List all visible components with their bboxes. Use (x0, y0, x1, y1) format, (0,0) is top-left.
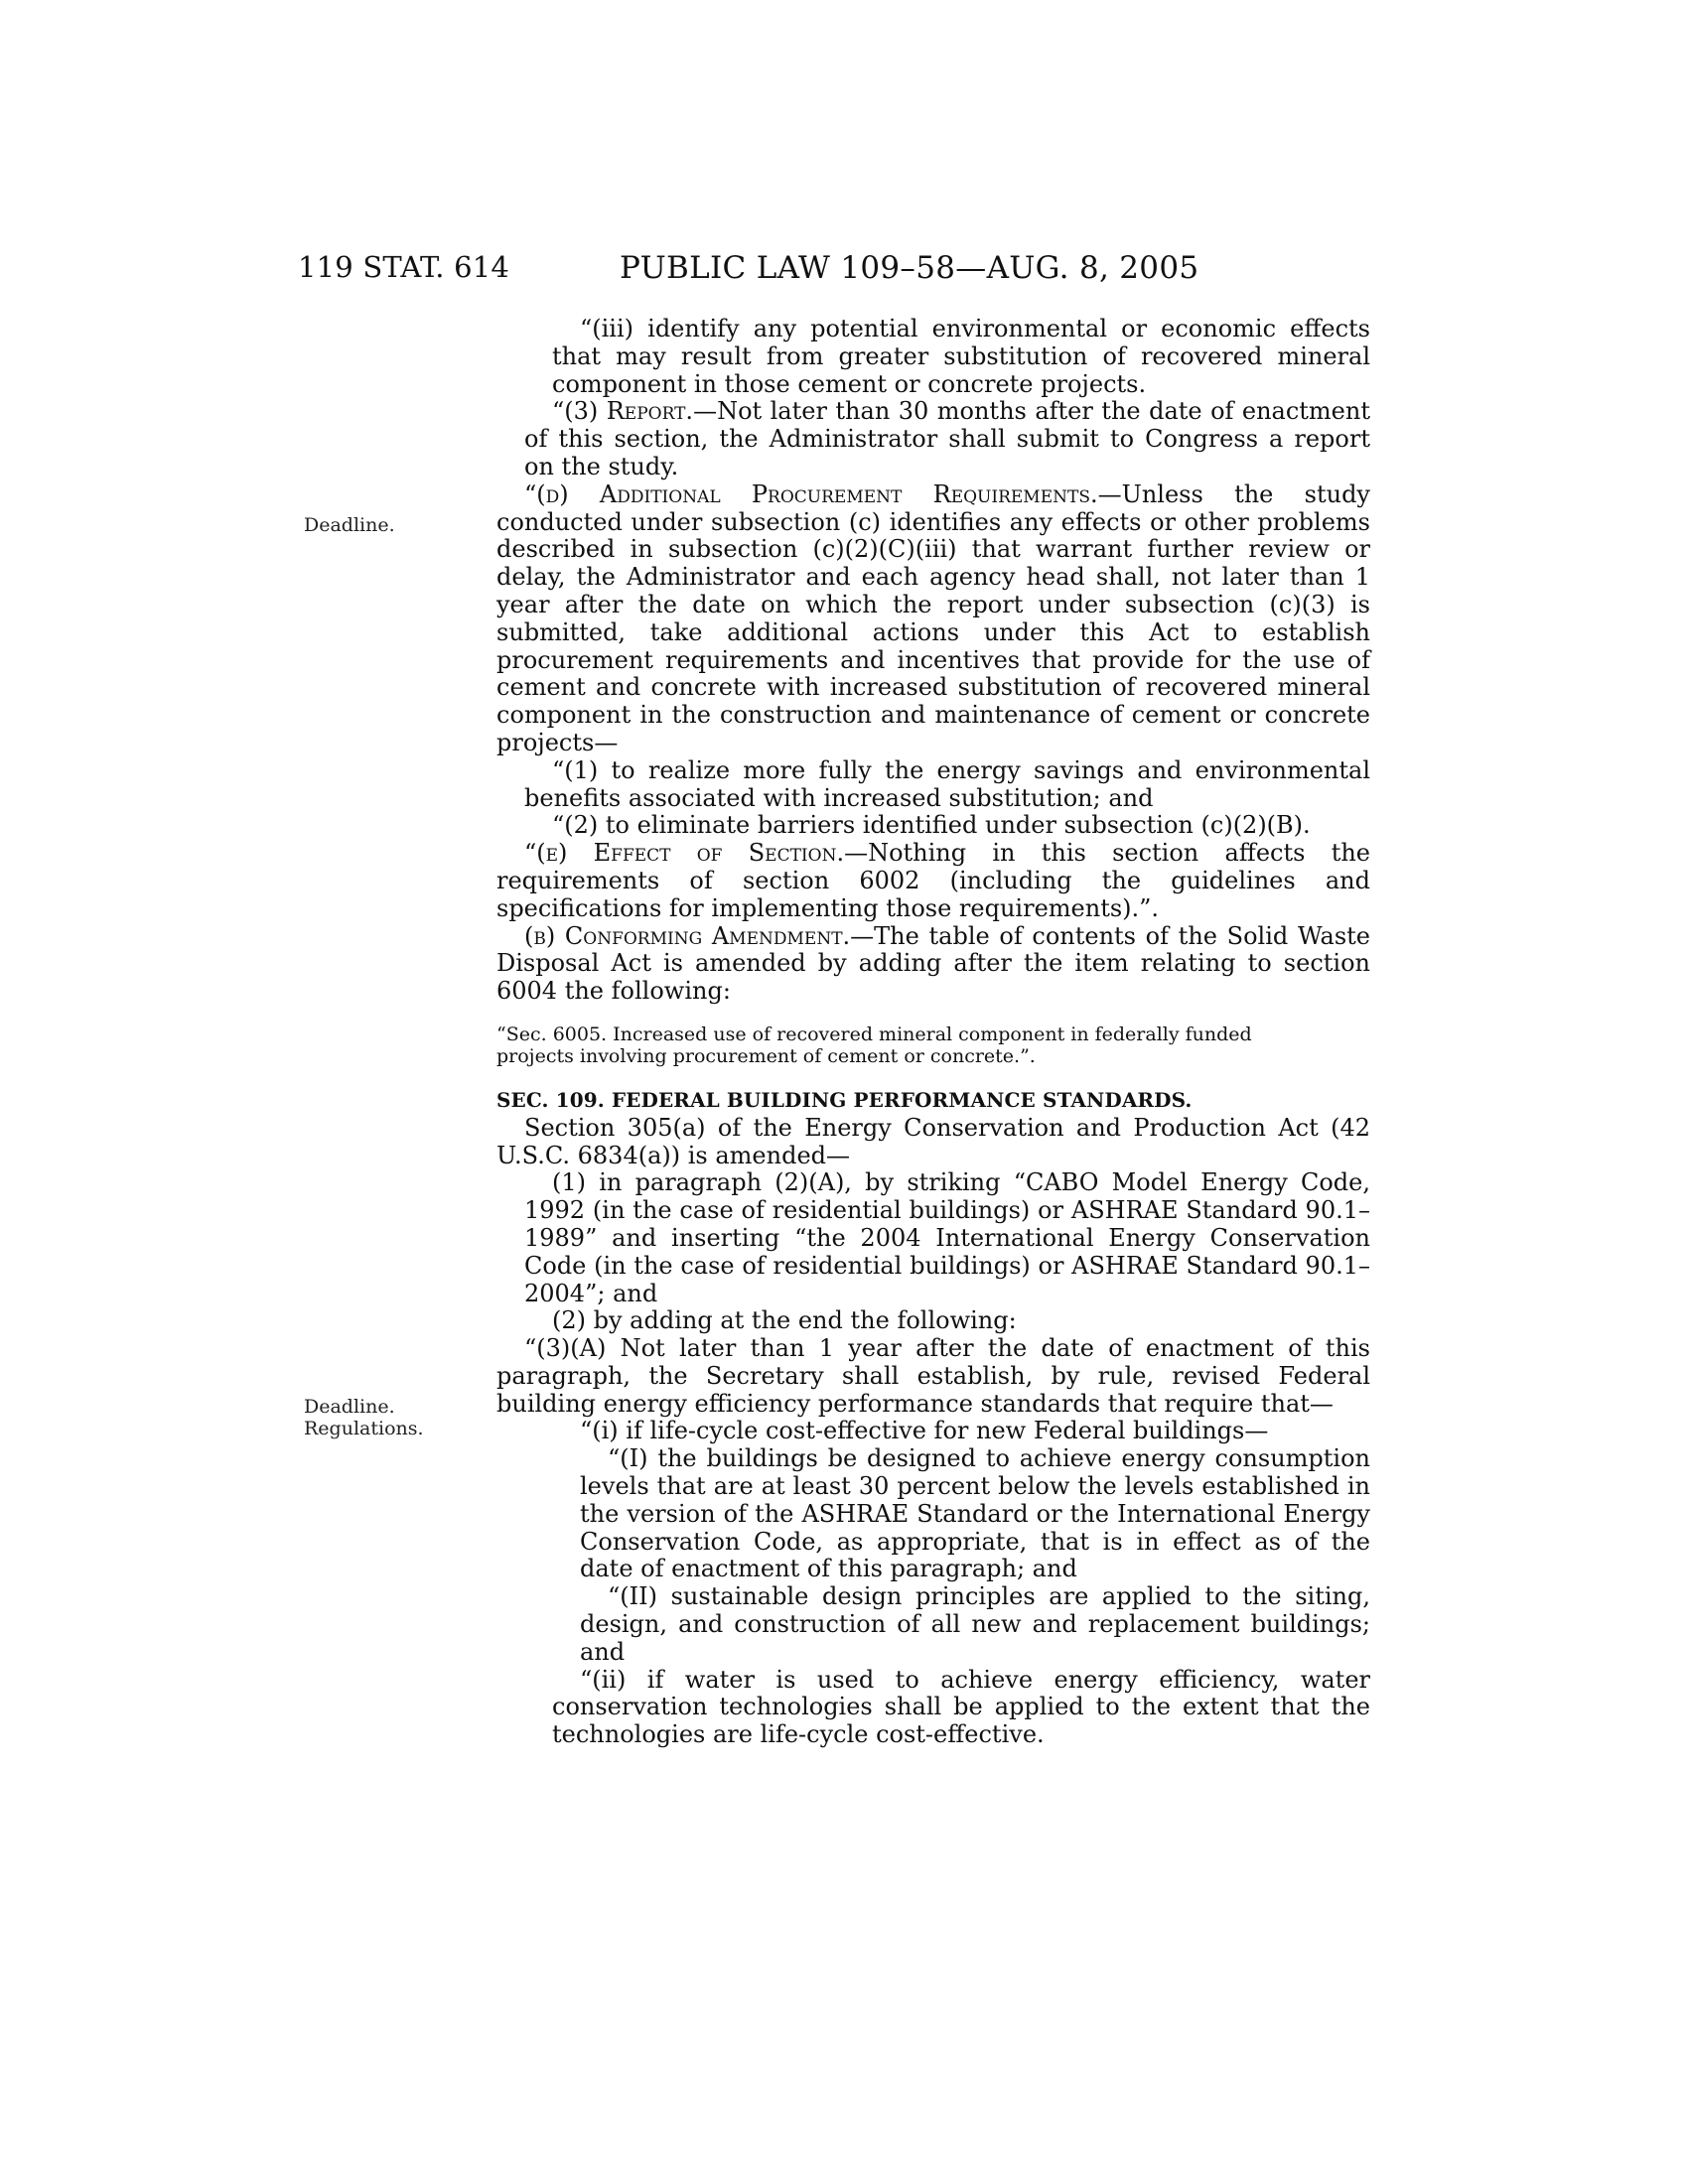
heading-effect-of-section: “(e) Effect of Section. (524, 839, 845, 868)
heading-additional-procurement: “(d) Additional Procurement Requirements. (524, 479, 1098, 508)
paragraph-3-report (496, 398, 1370, 480)
subclause-II: “(II) sustainable design principles are applied to the siting, design, and construction of all new and replacement buildings; and (580, 1582, 1370, 1666)
statute-page-number: 119 STAT. 614 (298, 250, 510, 284)
margin-note-text: Deadline. (304, 1396, 395, 1418)
clause-iii: “(iii) identify any potential environmental or economic effects that may result from greater substitution of recovered mineral component in those cement or concrete projects. (552, 315, 1370, 398)
subclause-I: “(I) the buildings be designed to achieve energy consumption levels that are at least 30 percent below the levels established in the version of the ASHRAE Standard or the International Energy Conservation Code, as appropriate, that is in effect as of the date of enactment of this paragraph; and (580, 1444, 1370, 1583)
paragraph-d-2: “(2) to eliminate barriers identified under subsection (c)(2)(B). (552, 811, 1311, 840)
section-intro: Section 305(a) of the Energy Conservation and Production Act (42 U.S.C. 6834(a)) is amended— (496, 1113, 1370, 1169)
heading-report: “(3) Report. (552, 397, 694, 426)
subsection-b-conforming (496, 923, 1370, 1006)
running-header: PUBLIC LAW 109–58—AUG. 8, 2005 (620, 250, 1199, 286)
clause-ii: “(ii) if water is used to achieve energy efficiency, water conservation technologies shall be applied to the extent that the technologies are life-cycle cost-effective. (552, 1665, 1370, 1749)
toc-entry (496, 1024, 1370, 1067)
heading-conforming-amendment: (b) Conforming Amendment. (524, 921, 851, 950)
toc-line: “Sec. 6005. Increased use of recovered mineral component in federally funded (496, 1023, 1252, 1045)
section-heading: SEC. 109. FEDERAL BUILDING PERFORMANCE STANDARDS. (496, 1087, 1193, 1112)
margin-note-text: Regulations. (304, 1418, 424, 1439)
subsection-e (496, 840, 1370, 922)
margin-note-deadline (304, 514, 473, 536)
paragraph-text: —Nothing in this section affects the requirements of section 6002 (including the guidelines and specifications for implementing those requirements).”. (496, 839, 1370, 922)
paragraph-text: —Unless the study conducted under subsection (c) identifies any effects or other problems described in subsection (c)(2)(C)(iii) that warrant further review or delay, the Administrator and each agency head shall, not later than 1 year after the date on which the report under subsection (c)(3) is submitted, take additional actions under this Act to establish procurement requirements and incentives that provide for the use of cement and concrete with increased substitution of recovered mineral component in the construction and maintenance of cement or concrete projects— (496, 479, 1370, 756)
paragraph-d-1: “(1) to realize more fully the energy savings and environmental benefits associated with increased substitution; and (524, 755, 1370, 812)
amendment-2: (2) by adding at the end the following: (552, 1306, 1017, 1335)
paragraph-3-A: “(3)(A) Not later than 1 year after the date of enactment of this paragraph, the Secretary shall establish, by rule, revised Federal building energy efficiency performance standards that require that— (496, 1334, 1370, 1418)
toc-line: projects involving procurement of cement or concrete.”. (496, 1044, 1036, 1067)
body-text (496, 316, 1370, 1749)
subsection-d (496, 481, 1370, 757)
margin-note-text: Deadline. (304, 514, 395, 536)
amendment-1: (1) in paragraph (2)(A), by striking “CABO Model Energy Code, 1992 (in the case of residential buildings) or ASHRAE Standard 90.1–1989” and inserting “the 2004 International Energy Conservation Code (in the case of residential buildings) or ASHRAE Standard 90.1–2004”; and (524, 1168, 1370, 1307)
paragraph-text: —The table of contents of the Solid Waste Disposal Act is amended by adding after the item relating to section 6004 the following: (496, 921, 1370, 1006)
margin-note-deadline-regulations (304, 1396, 473, 1439)
clause-i: “(i) if life-cycle cost-effective for new Federal buildings— (580, 1417, 1269, 1445)
paragraph-text: —Not later than 30 months after the date of enactment of this section, the Administrator shall submit to Congress a report on the study. (524, 397, 1370, 480)
